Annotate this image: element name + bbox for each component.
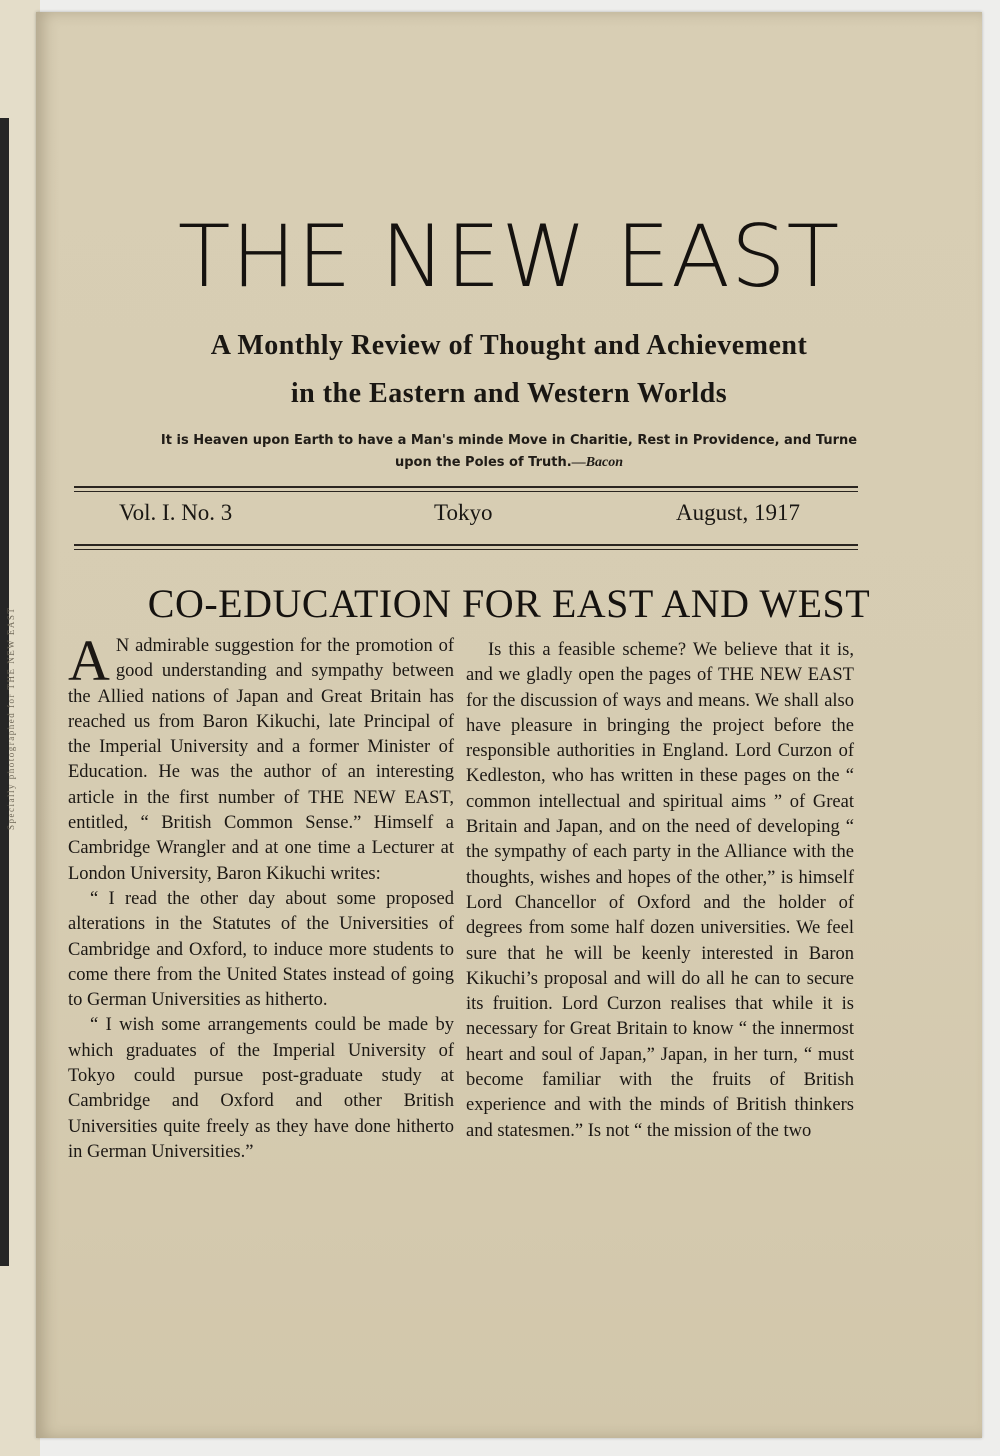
issue-date: August, 1917 (676, 500, 800, 525)
magazine-page (36, 12, 982, 1438)
paragraph: “ I read the other day about some proposed alterations in the Statutes of the Universities of Cambridge and Oxford, to induce more students to come there from the United States instead of going to German Universities as hitherto. (68, 888, 454, 1011)
double-rule-bottom (74, 544, 858, 550)
article-column-right (466, 638, 854, 1144)
drop-cap: A (68, 628, 110, 693)
subtitle-line-1: A Monthly Review of Thought and Achievement (210, 330, 808, 361)
motto-text: It is Heaven upon Earth to have a Man's minde Move in Charitie, Rest in Providence, and Turne upon the Poles of Truth. (160, 433, 858, 470)
motto-author: —Bacon (571, 455, 624, 470)
subtitle-line-2: in the Eastern and Western Worlds (290, 378, 728, 409)
paragraph: “ I wish some arrangements could be made by which graduates of the Imperial University of Tokyo could pursue post-graduate study at Cambridge and Oxford and other British Universities quite freely as they have done hitherto in German Universities.” (68, 1015, 454, 1162)
article-headline: CO-EDUCATION FOR EAST AND WEST (147, 581, 871, 626)
issue-city: Tokyo (434, 500, 493, 525)
paragraph (68, 628, 454, 887)
paragraph-text: N admirable suggestion for the promotion of good understanding and sympathy between the Allied nations of Japan and Great Britain has reached us from Baron Kikuchi, late Principal of the Imperial University and a former Minister of Education. He was the author of an interesting article in the first number of THE NEW EAST, entitled, “ British Common Sense.” Himself a Cambridge Wrangler and at one time a Lecturer at London University, Baron Kikuchi writes: (68, 636, 454, 884)
article-column-left (68, 628, 454, 1165)
issue-volume: Vol. I. No. 3 (119, 500, 233, 525)
double-rule-top (74, 486, 858, 492)
spine-caption: Specially photographed for THE NEW EAST (6, 606, 16, 830)
masthead-title: THE NEW EAST (177, 207, 841, 307)
motto (146, 430, 872, 474)
paragraph: Is this a feasible scheme? We believe that it is, and we gladly open the pages of THE NEW EAST for the discussion of ways and means. We shall also have pleasure in bringing the project before the responsible authorities in England. Lord Curzon of Kedleston, who has written in these pages on the “ common intellectual and spiritual aims ” of Great Britain and Japan, and on the need of developing “ the sympathy of each party in the Alliance with the thoughts, wishes and hopes of the other,” is himself Lord Chancellor of Oxford and the holder of degrees from some half dozen universities. We feel sure that he will be keenly interested in Baron Kikuchi’s proposal and will do all he can to secure its fruition. Lord Curzon realises that while it is necessary for Great Britain to know “ the innermost heart and soul of Japan,” Japan, in her turn, “ must become familiar with the fruits of British experience and with the minds of British thinkers and statesmen.” Is not “ the mission of the two (466, 640, 854, 1141)
